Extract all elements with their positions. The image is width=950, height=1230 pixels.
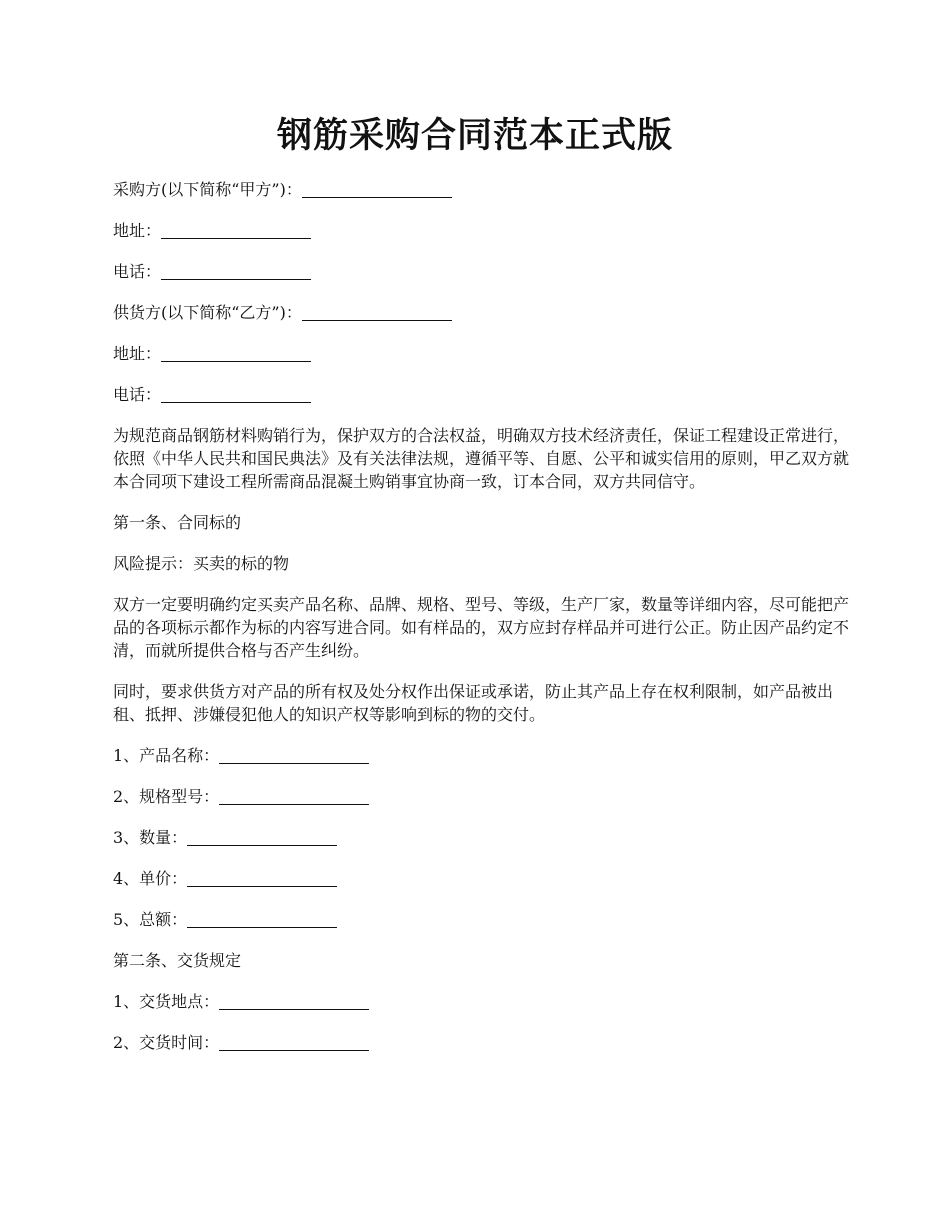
quantity-field — [113, 826, 853, 849]
unit-price-blank — [187, 870, 337, 887]
delivery-place-blank — [219, 993, 369, 1010]
buyer-address-field — [113, 219, 853, 242]
supplier-address-blank — [161, 345, 311, 362]
document-title: 钢筋采购合同范本正式版 — [276, 115, 673, 156]
delivery-time-label: 2、交货时间： — [113, 1033, 220, 1052]
total-amount-field — [113, 908, 853, 931]
delivery-time-field — [113, 1031, 853, 1054]
buyer-phone-label: 电话： — [113, 262, 162, 281]
delivery-time-blank — [219, 1034, 369, 1051]
spec-model-label: 2、规格型号： — [113, 787, 220, 806]
preamble-paragraph: 为规范商品钢筋材料购销行为，保护双方的合法权益，明确双方技术经济责任，保证工程建设正常进行，依照《中华人民共和国民典法》及有关法律法规，遵循平等、自愿、公平和诚实信用的原则，甲乙双方就本合同项下建设工程所需商品混凝土购销事宜协商一致，订本合同，双方共同信守。 — [113, 426, 850, 491]
article1-paragraph-2: 同时，要求供货方对产品的所有权及处分权作出保证或承诺，防止其产品上存在权利限制，如产品被出租、抵押、涉嫌侵犯他人的知识产权等影响到标的物的交付。 — [113, 682, 834, 724]
product-name-field — [113, 744, 853, 767]
document-body — [113, 178, 853, 1072]
buyer-label: 采购方(以下简称“甲方”)： — [113, 180, 302, 199]
quantity-label: 3、数量： — [113, 828, 188, 847]
product-name-label: 1、产品名称： — [113, 746, 220, 765]
article1-heading: 第一条、合同标的 — [113, 513, 242, 532]
article2-heading: 第二条、交货规定 — [113, 951, 242, 970]
buyer-phone-blank — [161, 263, 311, 280]
spec-model-blank — [219, 788, 369, 805]
article1-risk-tip: 风险提示：买卖的标的物 — [113, 554, 290, 573]
total-amount-label: 5、总额： — [113, 910, 188, 929]
buyer-address-label: 地址： — [113, 221, 162, 240]
supplier-phone-blank — [161, 386, 311, 403]
buyer-field — [113, 178, 853, 201]
supplier-field — [113, 301, 853, 324]
product-name-blank — [219, 747, 369, 764]
supplier-blank — [302, 304, 452, 321]
supplier-address-field — [113, 342, 853, 365]
supplier-phone-label: 电话： — [113, 385, 162, 404]
buyer-blank — [302, 181, 452, 198]
total-amount-blank — [187, 911, 337, 928]
spec-model-field — [113, 785, 853, 808]
supplier-label: 供货方(以下简称“乙方”)： — [113, 303, 302, 322]
supplier-phone-field — [113, 383, 853, 406]
supplier-address-label: 地址： — [113, 344, 162, 363]
unit-price-field — [113, 867, 853, 890]
quantity-blank — [187, 829, 337, 846]
buyer-address-blank — [161, 222, 311, 239]
delivery-place-field — [113, 990, 853, 1013]
article1-paragraph-1: 双方一定要明确约定买卖产品名称、品牌、规格、型号、等级，生产厂家，数量等详细内容，尽可能把产品的各项标示都作为标的内容写进合同。如有样品的，双方应封存样品并可进行公正。防止因产品约定不清，而就所提供合格与否产生纠纷。 — [113, 595, 850, 660]
buyer-phone-field — [113, 260, 853, 283]
delivery-place-label: 1、交货地点： — [113, 992, 220, 1011]
unit-price-label: 4、单价： — [113, 869, 188, 888]
